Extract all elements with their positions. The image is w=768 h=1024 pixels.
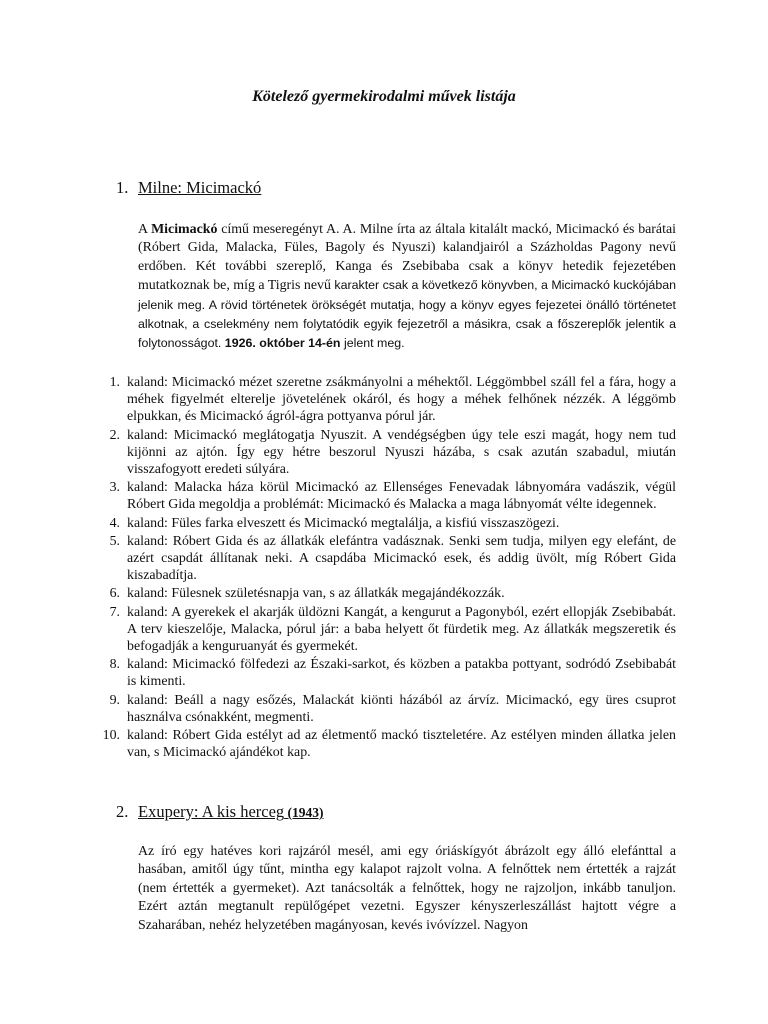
section-heading-milne [116, 178, 261, 198]
list-item-number: 6. [109, 586, 120, 602]
intro-text-part: A [138, 222, 152, 237]
list-item-number: 4. [109, 515, 120, 531]
list-item [96, 374, 676, 426]
section-title: Milne: Micimackó [138, 178, 262, 197]
list-item-number: 8. [109, 657, 120, 673]
list-item-text: kaland: Micimackó mézet szeretne zsákmányolni a méhektől. Léggömbbel száll fel a fára, hogy a méhek figyelmét elterelje jövetelének okáról, és hogy a méhek felhőnek nézzék. A léggömb elpukkan, és Micimackó ágról-ágra pottyanva pórul jár. [127, 375, 676, 425]
list-item [96, 515, 676, 532]
section-number: 2. [116, 802, 129, 821]
publication-date-bold: 1926. október 14-én [224, 336, 341, 351]
list-item [96, 533, 676, 585]
section-number: 1. [116, 178, 129, 197]
publication-year: (1943) [287, 805, 324, 820]
list-item-number: 2. [109, 427, 120, 443]
list-item [96, 692, 676, 726]
list-item [96, 479, 676, 513]
list-item [96, 585, 676, 602]
adventure-list [96, 374, 676, 762]
list-item-text: kaland: Micimackó meglátogatja Nyuszit. A vendégségben úgy tele eszi magát, hogy nem tud kijönni az ajtón. Így egy hétre beszorul Nyuszi házába, s csak azután szabadul, miután visszafogyott eredeti súlyára. [127, 427, 676, 478]
list-item-text: kaland: A gyerekek el akarják üldözni Kangát, a kengurut a Pagonyból, ezért ellopják Zsebibabát. A terv kieszelője, Malacka, pórul jár: a baba helyett őt fürdetik meg. Az állatkák megszeretik és befogadják a kenguruanyát és gyermekét. [127, 604, 676, 655]
list-item-text: kaland: Füles farka elveszett és Micimackó megtalálja, a kisfiú visszaszögezi. [127, 515, 560, 531]
list-item [96, 727, 676, 761]
list-item-text: kaland: Róbert Gida estélyt ad az életmentő mackó tiszteletére. Az estélyen minden állatka jelen van, s Micimackó ajándékot kap. [127, 728, 676, 761]
list-item-number: 10. [102, 728, 120, 744]
list-item [96, 427, 676, 479]
list-item-text: kaland: Róbert Gida és az állatkák elefántra vadásznak. Senki sem tudja, milyen egy elefánt, de azért csapdát állítanak neki. A csapdába Micimackó esek, és addig üvölt, míg Róbert Gida kiszabadítja. [127, 533, 676, 584]
section-title: Exupery: A kis herceg [138, 802, 285, 821]
list-item-number: 3. [109, 480, 120, 496]
list-item-text: kaland: Malacka háza körül Micimackó az Ellenséges Fenevadak lábnyomára vadászik, végül Róbert Gida megoldja a problémát: Micimackó és Malacka a maga lábnyomát vélte idegennek. [127, 480, 676, 513]
section-intro-paragraph [138, 221, 676, 354]
list-item-number: 7. [109, 604, 120, 620]
list-item-text: kaland: Beáll a nagy esőzés, Malackát kiönti házából az árvíz. Micimackó, egy üres csuprot használva csónakként, megmenti. [127, 692, 676, 725]
page-title: Kötelező gyermekirodalmi művek listája [252, 88, 516, 105]
book-title-bold: Micimackó [151, 222, 218, 237]
list-item-number: 9. [109, 692, 120, 708]
list-item-text: kaland: Fülesnek születésnapja van, s az állatkák megajándékozzák. [127, 586, 505, 602]
section-summary-paragraph: Az író egy hatéves kori rajzáról mesél, ami egy óriáskígyót ábrázolt egy álló elefánttal a hasában, amitől úgy tűnt, mintha egy kalapot rajzolt volna. A felnőttek nem értették a rajzát (nem értették a gyermeket). Azt tanácsolták a felnőttek, hogy ne rajzoljon, inkább tanuljon. Ezért aztán megtanult repülőgépet vezetni. Egyszer kényszerleszállást hajtott végre a Szaharában, nehéz helyzetében magányosan, kevés ivóvízzel. Nagyon [138, 844, 676, 933]
intro-text-part: jelent meg. [340, 336, 405, 351]
list-item-number: 5. [109, 533, 120, 549]
list-item-text: kaland: Micimackó fölfedezi az Északi-sarkot, és közben a patakba pottyant, sodródó Zsebibabát is kimenti. [127, 657, 676, 690]
section-heading-exupery [116, 802, 324, 822]
intro-text-part: karakter csak a következő könyvben, a Micimackó kuckójában jelenik meg. A rövid történetek örökségét mutatja, hogy a könyv egyes fejezetei önálló történetet alkotnak, a cselekmény nem folytatódik egyik fejezetről a másikra, csak a főszereplők jelentik a folytonosságot. [138, 278, 676, 351]
list-item [96, 656, 676, 690]
list-item [96, 604, 676, 656]
list-item-number: 1. [109, 375, 120, 390]
intro-text-part: című meseregényt A. A. Milne írta az általa kitalált mackó, Micimackó és barátai (Róbert Gida, Malacka, Füles, Bagoly és Nyuszi) kalandjairól a Százholdas Pagony nevű erdőben. Két további szereplő, Kanga és Zsebibaba csak a könyv hetedik fejezetében mutatkoznak be, míg a Tigris nevű [138, 222, 676, 294]
